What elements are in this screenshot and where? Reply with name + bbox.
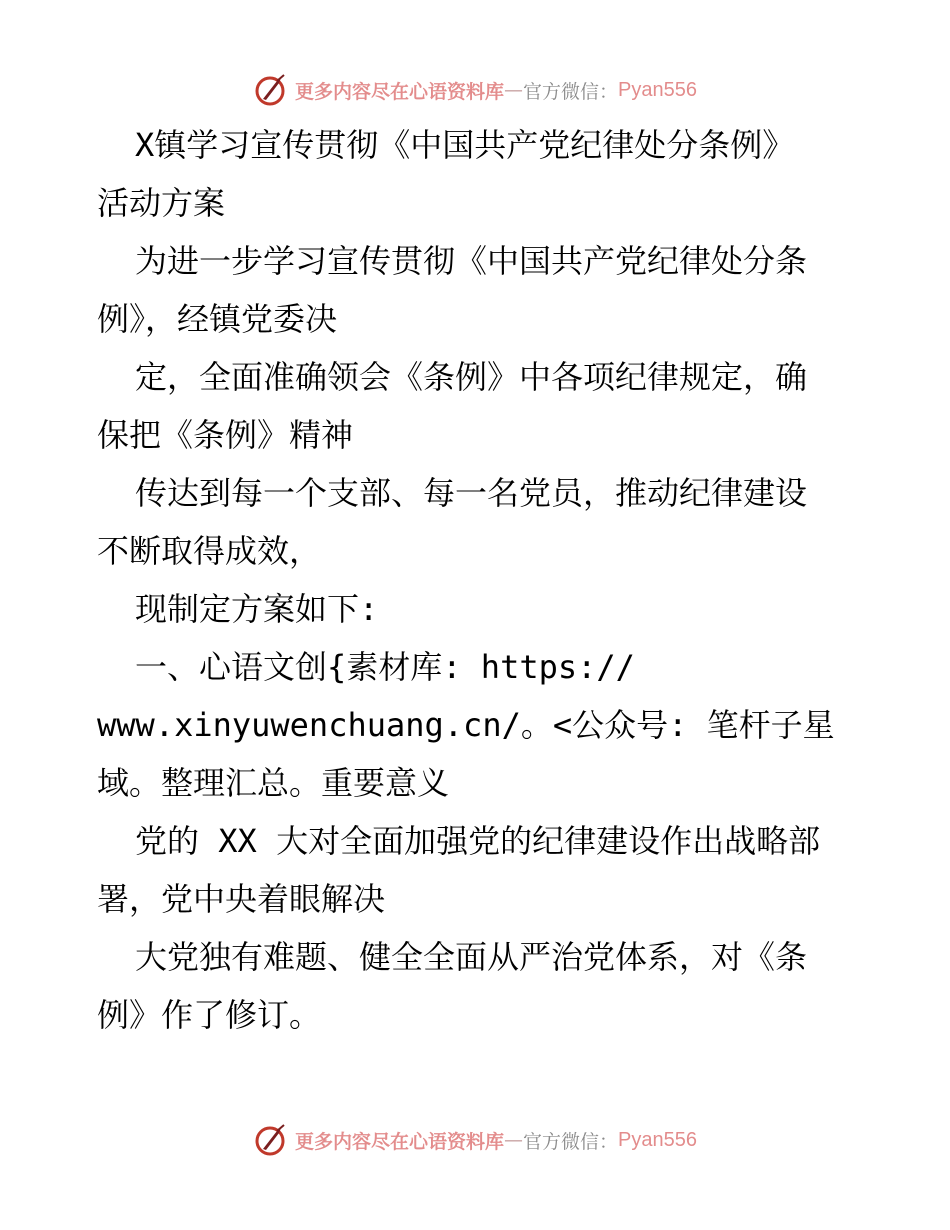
banner-text: 更多内容尽在心语资料库 <box>295 1130 505 1153</box>
banner-dash: — <box>504 79 524 101</box>
banner-wechat-label: 官方微信： <box>523 80 619 103</box>
doc-line: 例》作了修订。 <box>97 996 322 1034</box>
doc-line-url: www.xinyuwenchuang.cn/。<公众号: 笔杆子星 <box>97 706 835 744</box>
doc-line: 不断取得成效， <box>97 532 322 570</box>
doc-line: 传达到每一个支部、每一名党员，推动纪律建设 <box>135 474 808 512</box>
doc-line: 域。整理汇总。重要意义 <box>97 764 450 802</box>
doc-line: 大党独有难题、健全全面从严治党体系，对《条 <box>135 938 808 976</box>
doc-line: 定，全面准确领会《条例》中各项纪律规定，确 <box>135 358 808 396</box>
doc-line: 现制定方案如下: <box>135 590 379 628</box>
doc-line: 署，党中央着眼解决 <box>97 880 386 918</box>
document-body <box>97 116 857 1044</box>
doc-line-section-heading: 一、心语文创{素材库: https:// <box>135 648 635 686</box>
quill-pen-icon <box>253 72 289 108</box>
doc-line: 为进一步学习宣传贯彻《中国共产党纪律处分条 <box>135 242 808 280</box>
doc-line: 保把《条例》精神 <box>97 416 354 454</box>
banner-wechat-id: Pyan556 <box>618 1128 697 1151</box>
quill-pen-icon <box>253 1122 289 1158</box>
doc-line-title-cont: 活动方案 <box>97 184 226 222</box>
banner-text: 更多内容尽在心语资料库 <box>295 80 505 103</box>
doc-line: 例》，经镇党委决 <box>97 300 338 338</box>
banner-wechat-label: 官方微信： <box>523 1130 619 1153</box>
banner-wechat-id: Pyan556 <box>618 78 697 101</box>
doc-line: 党的 XX 大对全面加强党的纪律建设作出战略部 <box>135 822 821 860</box>
doc-line-title: X镇学习宣传贯彻《中国共产党纪律处分条例》 <box>135 126 795 164</box>
footer-watermark-banner <box>0 1120 950 1160</box>
header-watermark-banner <box>0 70 950 110</box>
banner-dash: — <box>504 1129 524 1151</box>
